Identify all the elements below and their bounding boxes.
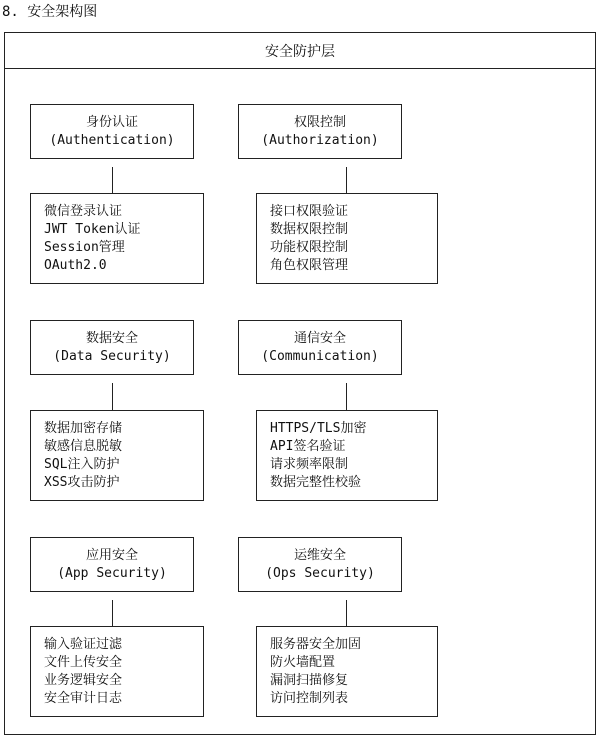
module-data-security-items bbox=[30, 410, 204, 501]
module-data-security-header bbox=[30, 320, 194, 375]
list-item: 访问控制列表 bbox=[270, 691, 349, 706]
list-item: 接口权限验证 bbox=[270, 204, 349, 219]
module-subtitle: (Authorization) bbox=[261, 133, 379, 148]
module-authentication-items bbox=[30, 193, 204, 284]
list-item: 业务逻辑安全 bbox=[44, 673, 123, 688]
list-item: XSS攻击防护 bbox=[44, 475, 120, 490]
connector-line bbox=[346, 167, 347, 193]
list-item: 敏感信息脱敏 bbox=[44, 439, 123, 454]
module-app-security-header bbox=[30, 537, 194, 592]
module-authorization-items bbox=[256, 193, 438, 284]
list-item: JWT Token认证 bbox=[44, 222, 141, 237]
connector-line bbox=[112, 383, 113, 410]
module-authentication-header bbox=[30, 104, 194, 159]
module-title: 通信安全 bbox=[293, 331, 346, 346]
list-item: 数据完整性校验 bbox=[270, 475, 362, 490]
module-subtitle: (Data Security) bbox=[53, 349, 171, 364]
security-layer-title-row bbox=[5, 33, 595, 69]
security-layer-title: 安全防护层 bbox=[265, 43, 335, 60]
module-app-security-items bbox=[30, 626, 204, 717]
list-item: 安全审计日志 bbox=[44, 691, 123, 706]
list-item: 微信登录认证 bbox=[44, 204, 123, 219]
module-title: 权限控制 bbox=[293, 115, 346, 130]
connector-line bbox=[112, 167, 113, 193]
list-item: 数据权限控制 bbox=[270, 222, 349, 237]
list-item: 请求频率限制 bbox=[270, 457, 349, 472]
list-item: 漏洞扫描修复 bbox=[270, 673, 349, 688]
module-subtitle: (Authentication) bbox=[49, 133, 175, 148]
module-title: 运维安全 bbox=[293, 548, 346, 563]
connector-line bbox=[346, 383, 347, 410]
module-ops-security-items bbox=[256, 626, 438, 717]
module-subtitle: (Ops Security) bbox=[265, 566, 375, 581]
list-item: 防火墙配置 bbox=[270, 655, 336, 670]
connector-line bbox=[112, 600, 113, 626]
connector-line bbox=[346, 600, 347, 626]
section-heading: 8. 安全架构图 bbox=[2, 4, 98, 20]
list-item: SQL注入防护 bbox=[44, 457, 120, 472]
list-item: Session管理 bbox=[44, 240, 125, 255]
module-title: 身份认证 bbox=[85, 115, 138, 130]
list-item: 服务器安全加固 bbox=[270, 637, 362, 652]
list-item: API签名验证 bbox=[270, 439, 346, 454]
list-item: 数据加密存储 bbox=[44, 421, 123, 436]
module-communication-items bbox=[256, 410, 438, 501]
list-item: 文件上传安全 bbox=[44, 655, 123, 670]
module-authorization-header bbox=[238, 104, 402, 159]
list-item: 功能权限控制 bbox=[270, 240, 349, 255]
module-communication-header bbox=[238, 320, 402, 375]
module-title: 应用安全 bbox=[85, 548, 138, 563]
list-item: 输入验证过滤 bbox=[44, 637, 123, 652]
list-item: HTTPS/TLS加密 bbox=[270, 421, 367, 436]
module-title: 数据安全 bbox=[85, 331, 138, 346]
list-item: OAuth2.0 bbox=[44, 258, 107, 273]
module-subtitle: (App Security) bbox=[57, 566, 167, 581]
module-subtitle: (Communication) bbox=[261, 349, 379, 364]
list-item: 角色权限管理 bbox=[270, 258, 349, 273]
module-ops-security-header bbox=[238, 537, 402, 592]
